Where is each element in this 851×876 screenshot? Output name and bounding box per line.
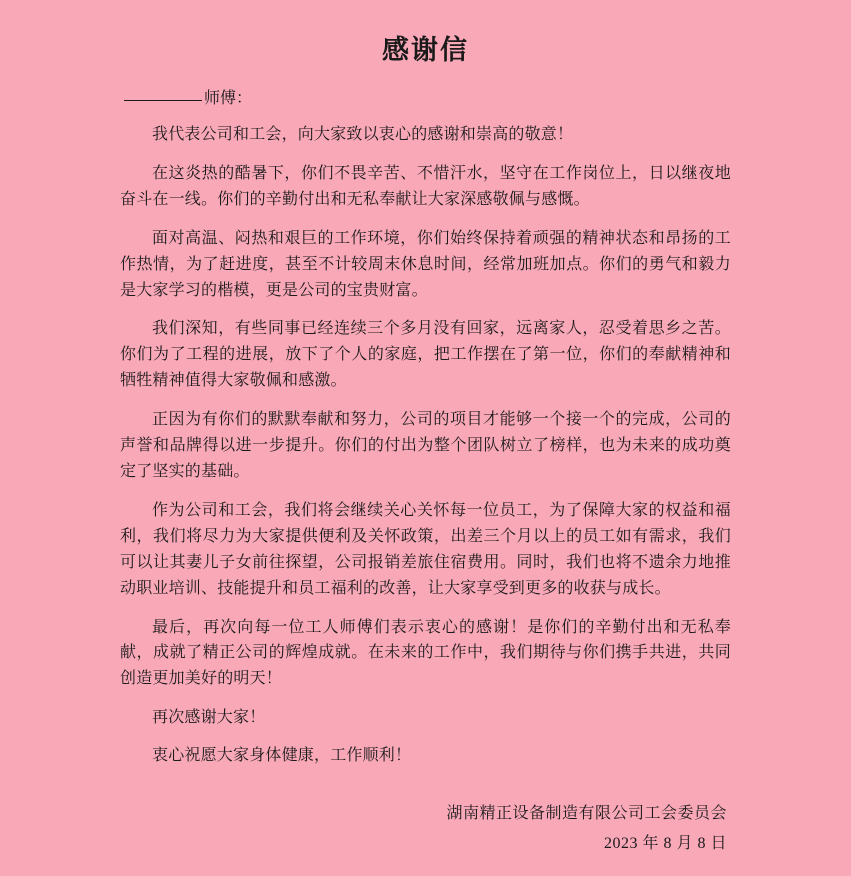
page-title: 感谢信	[382, 35, 469, 65]
signature-date: 2023 年 8 月 8 日	[603, 835, 727, 853]
salutation-line	[120, 85, 731, 108]
paragraph-3: 面对高温、闷热和艰巨的工作环境，你们始终保持着顽强的精神状态和昂扬的工作热情，为了赶进度，甚至不计较周末休息时间，经常加班加点。你们的勇气和毅力是大家学习的楷模，更是公司的宝贵财富。	[120, 229, 731, 299]
signature-block	[120, 799, 731, 860]
paragraph-4: 我们深知，有些同事已经连续三个多月没有回家，远离家人，忍受着思乡之苦。你们为了工程的进展，放下了个人的家庭，把工作摆在了第一位，你们的奉献精神和牺牲精神值得大家敬佩和感激。	[120, 320, 731, 390]
paragraph-9: 衷心祝愿大家身体健康，工作顺利！	[152, 747, 412, 765]
name-blank	[124, 100, 202, 101]
paragraph-5: 正因为有你们的默默奉献和努力，公司的项目才能够一个接一个的完成，公司的声誉和品牌得以进一步提升。你们的付出为整个团队树立了榜样，也为未来的成功奠定了坚实的基础。	[120, 411, 731, 480]
paragraph-2: 在这炎热的酷暑下，你们不畏辛苦、不惜汗水，坚守在工作岗位上，日以继夜地奋斗在一线。你们的辛勤付出和无私奉献让大家深感敬佩与感慨。	[120, 164, 731, 208]
paragraph-1: 我代表公司和工会，向大家致以衷心的感谢和崇高的敬意！	[152, 126, 574, 143]
paragraph-6: 作为公司和工会，我们将会继续关心关怀每一位员工，为了保障大家的权益和福利，我们将尽力为大家提供便利及关怀政策，出差三个月以上的员工如有需求，我们可以让其妻儿子女前往探望，公司报销差旅住宿费用。同时，我们也将不遗余力地推动职业培训、技能提升和员工福利的改善，让大家享受到更多的收获与成长。	[120, 501, 731, 597]
paragraph-8: 再次感谢大家！	[152, 709, 266, 727]
signature-company: 湖南精正设备制造有限公司工会委员会	[446, 805, 727, 823]
paragraph-7: 最后，再次向每一位工人师傅们表示衷心的感谢！是你们的辛勤付出和无私奉献，成就了精正公司的辉煌成就。在未来的工作中，我们期待与你们携手共进，共同创造更加美好的明天！	[120, 618, 731, 688]
salutation-suffix: 师傅：	[204, 90, 253, 107]
